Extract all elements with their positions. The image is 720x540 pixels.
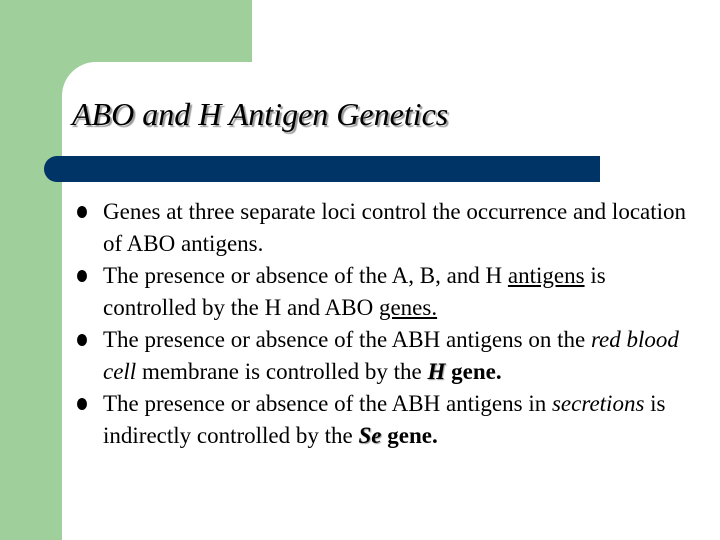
bullet-2-pre: The presence or absence of the A, B, and H <box>103 263 508 288</box>
bullet-4-gene: gene. <box>381 423 438 448</box>
bullet-2-antigens: antigens <box>507 263 585 288</box>
bullet-4-mid: is indirectly controlled by the <box>103 391 666 448</box>
bullet-item-4 <box>72 388 692 452</box>
bullet-3-h: H <box>427 359 446 384</box>
bullet-list <box>72 196 692 452</box>
bullet-dot-icon <box>77 206 87 218</box>
bullet-dot-icon <box>77 398 87 410</box>
bullet-item-3 <box>72 324 692 388</box>
bullet-3-rbc: red blood cell <box>103 327 679 384</box>
bullet-3-gene: gene. <box>451 359 502 384</box>
bullet-4-pre: The presence or absence of the ABH antigens in <box>103 391 552 416</box>
bullet-dot-icon <box>77 334 87 346</box>
bullet-item-1 <box>72 196 692 260</box>
bullet-item-2 <box>72 260 692 324</box>
bullet-3-mid: membrane is controlled by the <box>136 359 428 384</box>
bullet-2-genes: genes. <box>378 295 438 320</box>
bullet-3-pre: The presence or absence of the ABH antigens on the <box>103 327 591 352</box>
bullet-dot-icon <box>77 270 87 282</box>
title-underline-bar <box>44 156 600 182</box>
bullet-4-se: Se <box>358 423 382 448</box>
slide-title: ABO and H Antigen Genetics <box>72 96 449 132</box>
bullet-4-secretions: secretions <box>551 391 645 416</box>
bullet-2-mid: is controlled by the H and ABO <box>103 263 606 320</box>
bullet-1-text: Genes at three separate loci control the occurrence and location of ABO antigens. <box>103 199 687 256</box>
